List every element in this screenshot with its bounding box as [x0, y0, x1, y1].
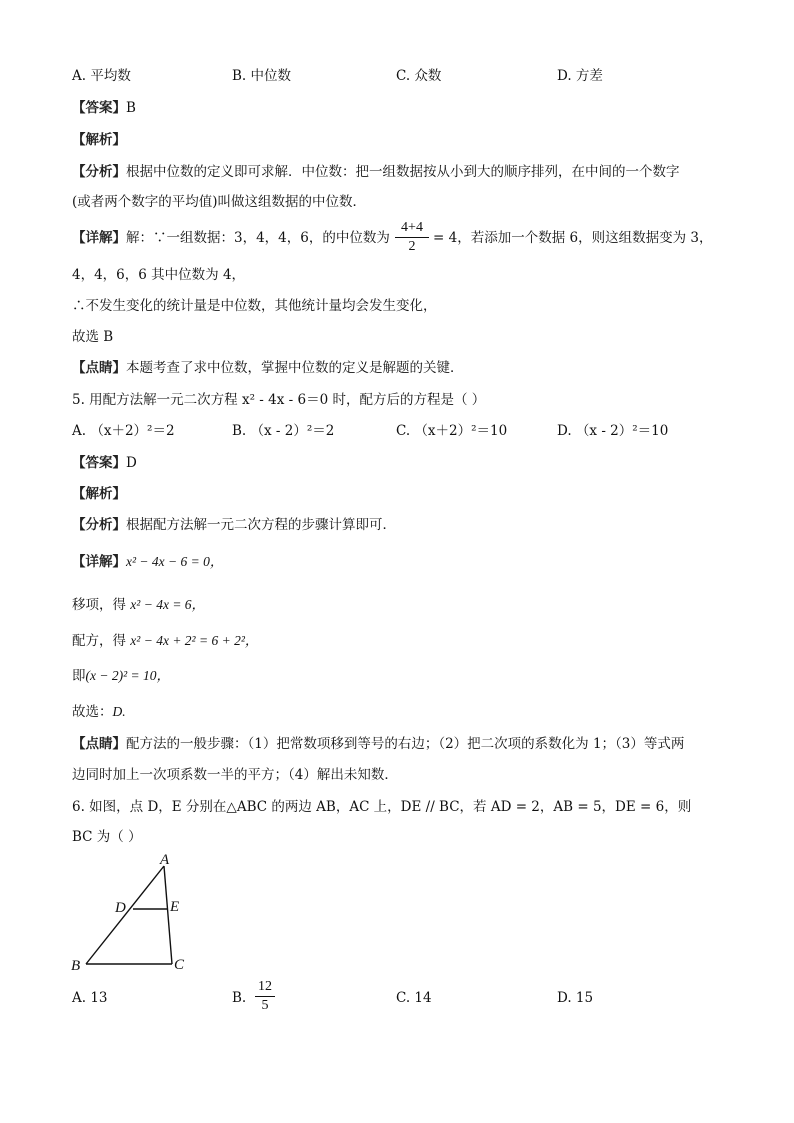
q4-option-d: D. 方差	[557, 68, 603, 84]
label-a: A	[160, 852, 170, 868]
equation-step4: (x − 2)² = 10，	[85, 668, 171, 683]
q5-detail-step4	[72, 667, 170, 685]
step-label: 故选：	[72, 704, 113, 720]
fenxi-text: 根据中位数的定义即可求解．中位数：把一组数据按从小到大的顺序排列，在中间的一个数字	[126, 164, 680, 180]
q5-stem: 5. 用配方法解一元二次方程 x² - 4x - 6＝0 时，配方后的方程是（ ）	[72, 392, 486, 408]
analysis-tag: 【解析】	[72, 486, 126, 502]
label-c: C	[174, 957, 185, 973]
q5-detail-step1	[72, 553, 223, 571]
q5-option-b: B. （x - 2）²＝2	[232, 423, 335, 439]
q4-option-a: A. 平均数	[72, 68, 131, 84]
q5-option-d: D. （x - 2）²＝10	[557, 423, 669, 439]
q4-detail-line4: 故选 B	[72, 329, 114, 345]
detail-tag: 【详解】	[72, 230, 126, 246]
fenxi-text: 根据配方法解一元二次方程的步骤计算即可．	[126, 517, 396, 533]
q5-detail-step2	[72, 596, 205, 614]
q5-comment-line1	[72, 735, 684, 753]
comment-text: 配方法的一般步骤：（1）把常数项移到等号的右边；（2）把二次项的系数化为 1；（3）等式两	[126, 736, 685, 752]
q5-comment-line2: 边同时加上一次项系数一半的平方；（4）解出未知数．	[72, 767, 398, 783]
q4-option-c: C. 众数	[396, 68, 442, 84]
comment-tag: 【点睛】	[72, 736, 126, 752]
q4-answer	[72, 99, 136, 117]
q4-fenxi-line1	[72, 163, 680, 181]
label-e: E	[170, 899, 180, 915]
q4-detail-line3: ∴不发生变化的统计量是中位数，其他统计量均会发生变化，	[72, 298, 437, 314]
answer-tag: 【答案】	[72, 455, 126, 471]
detail-text-b: = 4，若添加一个数据 6，则这组数据变为 3，	[433, 230, 713, 246]
q6-option-b-fraction	[254, 978, 276, 1015]
fenxi-tag: 【分析】	[72, 164, 126, 180]
label-d: D	[115, 900, 126, 916]
fraction-numerator: 4+4	[401, 220, 423, 235]
q4-option-b: B. 中位数	[232, 68, 292, 84]
equation-step3: x² − 4x + 2² = 6 + 2²，	[130, 633, 259, 648]
fraction-numerator: 12	[258, 979, 272, 994]
q5-detail-step5	[72, 703, 126, 721]
q6-stem-line1: 6. 如图，点 D，E 分别在△ABC 的两边 AB，AC 上，DE // BC，若 AD = 2，AB = 5，DE = 6，则	[72, 799, 692, 815]
label-b: B	[71, 958, 81, 974]
q5-detail-step3	[72, 632, 258, 650]
q4-fenxi-line2: (或者两个数字的平均值)叫做这组数据的中位数．	[72, 194, 367, 210]
fraction-denominator: 2	[408, 239, 416, 254]
q4-analysis-heading	[72, 131, 126, 149]
comment-text: 本题考查了求中位数，掌握中位数的定义是解题的关键．	[126, 360, 464, 376]
equation-step1: x² − 4x − 6 = 0，	[126, 554, 224, 569]
answer-value: D	[126, 455, 137, 471]
step-label: 配方，得	[72, 633, 126, 649]
answer-value: B	[126, 100, 136, 116]
q6-option-c: C. 14	[396, 990, 432, 1006]
q5-option-c: C. （x＋2）²＝10	[396, 423, 508, 439]
q4-detail-line1	[72, 229, 390, 247]
answer-tag: 【答案】	[72, 100, 126, 116]
q5-analysis-heading	[72, 485, 126, 503]
side-ac	[164, 866, 172, 964]
q6-stem-line2: BC 为（ ）	[72, 829, 142, 845]
detail-tag: 【详解】	[72, 554, 126, 570]
q5-answer	[72, 454, 137, 472]
comment-tag: 【点睛】	[72, 360, 126, 376]
triangle-figure	[64, 848, 204, 978]
fraction-denominator: 5	[261, 998, 269, 1013]
q6-option-a: A. 13	[72, 990, 108, 1006]
q5-option-a: A. （x＋2）²＝2	[72, 423, 175, 439]
detail-text-a: 解：∵一组数据：3，4，4，6，的中位数为	[126, 230, 390, 246]
step-label: 即	[72, 668, 86, 684]
step-label: 移项，得	[72, 597, 126, 613]
q6-option-b: B.	[232, 990, 247, 1006]
choice-letter: D.	[112, 704, 126, 719]
q5-fenxi	[72, 516, 396, 534]
equation-step2: x² − 4x = 6，	[130, 597, 206, 612]
median-fraction	[394, 219, 430, 256]
fenxi-tag: 【分析】	[72, 517, 126, 533]
q6-option-d: D. 15	[557, 990, 594, 1006]
q4-comment	[72, 359, 464, 377]
analysis-tag: 【解析】	[72, 132, 126, 148]
q4-detail-line2: 4，4，6，6 其中位数为 4，	[72, 267, 246, 283]
